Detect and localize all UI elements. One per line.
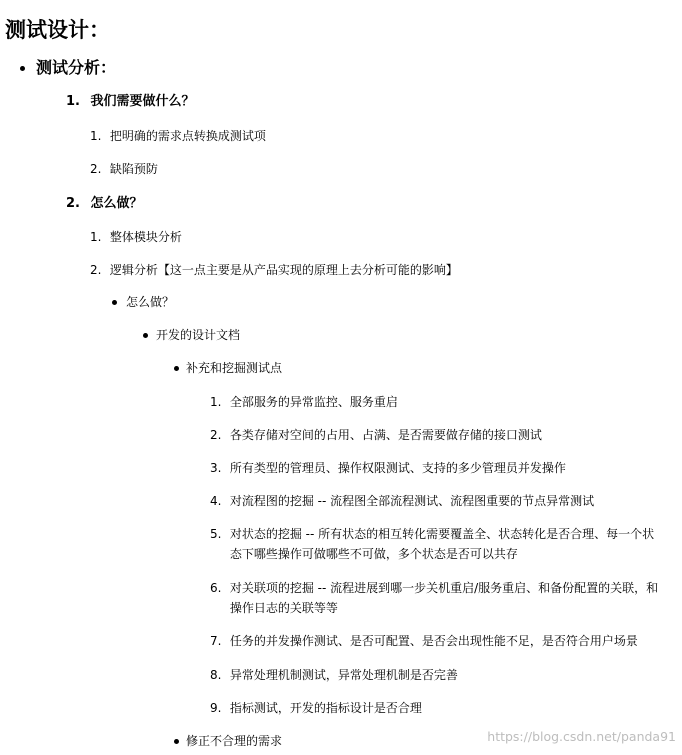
test-point-item <box>210 524 662 564</box>
test-point-item <box>210 392 398 412</box>
list-item <box>90 159 158 179</box>
subheading-label: 我们需要做什么？ <box>90 94 195 109</box>
item-text: 对关联项的挖掘 -- 流程进展到哪一步关机重启/服务重启、和备份配置的关联，和操作日志的关联等等 <box>229 581 659 615</box>
item-number: 2. <box>66 196 80 211</box>
test-point-item <box>210 458 566 478</box>
item-text: 各类存储对空间的占用、占满、是否需要做存储的接口测试 <box>229 428 542 442</box>
test-point-item <box>210 665 458 685</box>
item-number: 6. <box>210 581 222 595</box>
watermark: https://blog.csdn.net/panda91 <box>487 729 676 744</box>
item-text: 修正不合理的需求 <box>186 734 283 748</box>
item-number: 4. <box>210 494 222 508</box>
test-point-item <box>210 425 542 445</box>
item-number: 9. <box>210 701 222 715</box>
item-number: 1. <box>210 395 222 409</box>
item-text: 逻辑分析【这一点主要是从产品实现的原理上去分析可能的影响】 <box>109 263 458 277</box>
item-text: 把明确的需求点转换成测试项 <box>109 129 266 143</box>
item-text: 对状态的挖掘 -- 所有状态的相互转化需要覆盖全、状态转化是否合理、每一个状态下哪些操作可做哪些不可做，多个状态是否可以共存 <box>229 527 655 561</box>
bullet-item-correct <box>174 731 282 751</box>
subheading-label: 怎么做？ <box>90 196 143 211</box>
item-text: 全部服务的异常监控、服务重启 <box>229 395 398 409</box>
bullet-item-design-doc <box>143 325 240 345</box>
item-text: 缺陷预防 <box>109 162 158 176</box>
item-text: 整体模块分析 <box>109 230 182 244</box>
item-number: 5. <box>210 527 222 541</box>
item-text: 补充和挖掘测试点 <box>186 361 283 375</box>
item-number: 2. <box>210 428 222 442</box>
item-number: 1. <box>90 129 102 143</box>
item-number: 1. <box>66 94 80 109</box>
test-point-item <box>210 698 422 718</box>
bullet-item-supplement <box>174 358 282 378</box>
item-text: 任务的并发操作测试、是否可配置、是否会出现性能不足，是否符合用户场景 <box>229 634 638 648</box>
bullet-icon <box>112 300 117 305</box>
bullet-icon <box>174 739 179 744</box>
item-number: 7. <box>210 634 222 648</box>
item-number: 3. <box>210 461 222 475</box>
section-test-analysis <box>20 56 116 80</box>
subheading-how <box>66 194 143 214</box>
test-point-item <box>210 578 662 618</box>
bullet-icon <box>20 66 25 71</box>
item-text: 所有类型的管理员、操作权限测试、支持的多少管理员并发操作 <box>229 461 566 475</box>
item-number: 2. <box>90 162 102 176</box>
item-number: 2. <box>90 263 102 277</box>
bullet-icon <box>174 366 179 371</box>
item-text: 指标测试，开发的指标设计是否合理 <box>229 701 422 715</box>
list-item <box>90 227 182 247</box>
list-item <box>90 126 266 146</box>
test-point-item <box>210 491 594 511</box>
item-text: 对流程图的挖掘 -- 流程图全部流程测试、流程图重要的节点异常测试 <box>229 494 595 508</box>
page-title: 测试设计： <box>5 18 110 42</box>
test-point-item <box>210 631 638 651</box>
list-item <box>90 260 458 280</box>
bullet-icon <box>143 333 148 338</box>
section-label: 测试分析： <box>36 58 117 77</box>
bullet-item-method <box>112 292 174 312</box>
item-number: 8. <box>210 668 222 682</box>
item-number: 1. <box>90 230 102 244</box>
subheading-what <box>66 92 195 112</box>
item-text: 怎么做？ <box>126 295 175 309</box>
item-text: 开发的设计文档 <box>156 328 241 342</box>
item-text: 异常处理机制测试，异常处理机制是否完善 <box>229 668 458 682</box>
